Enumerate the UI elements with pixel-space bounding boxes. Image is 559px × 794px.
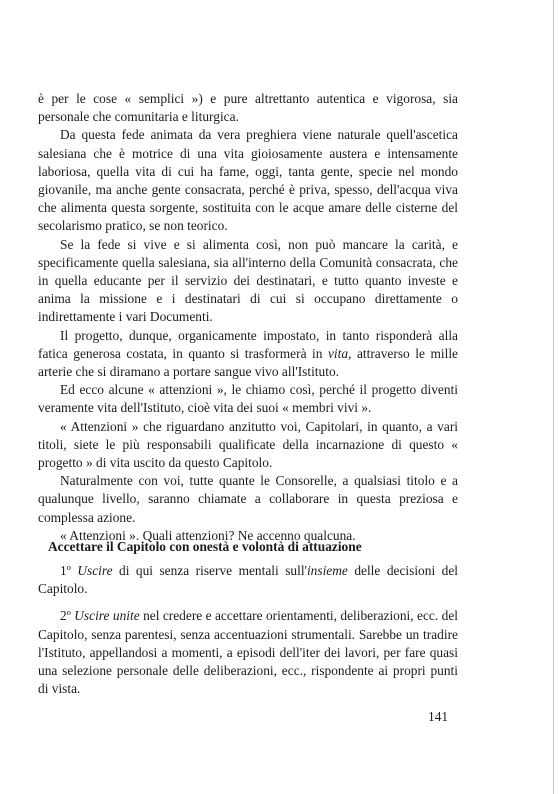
section-paragraph-2-emphasis: Uscire unite: [74, 608, 140, 624]
paragraph-4: [38, 327, 458, 382]
section-body-text: [38, 562, 458, 698]
body-text: [38, 90, 458, 545]
paragraph-4-text-a: Il progetto, dunque, organicamente impostato, in tanto risponderà alla fatica generosa costata, in quanto si trasformerà in: [38, 327, 458, 361]
section-paragraph-2-number: 2º: [60, 608, 75, 624]
section-paragraph-1-emphasis-b: insieme: [306, 563, 348, 578]
page-number: 141: [428, 709, 449, 724]
paragraph-2: Da questa fede animata da vera preghiera viene naturale quell'ascetica salesiana che è motrice di una vita gioiosamente austera e intensamente laboriosa, quella vita di cui ha fame, oggi, tanta gente, specie nel mondo giovanile, ma anche gente consacrata, perché è priva, spesso, dell'acqua viva che alimenta questa sorgente, sostituita con le acque amare delle cisterne del secolarismo pratico, se non teorico.: [38, 127, 458, 234]
section-paragraph-1-emphasis-a: Uscire: [77, 563, 113, 578]
section-paragraph-1-text-a: di qui senza riserve mentali sull': [112, 563, 307, 578]
paragraph-4-text-b: attraverso le mille arterie che si diramano a portare sangue vivo all'Istituto.: [38, 345, 458, 380]
section-paragraph-2-text: nel credere e accettare orientamenti, deliberazioni, ecc. del Capitolo, senza parentesi, senza accentuazioni strumentali. Sarebbe un tradire l'Istituto, appellandosi a momenti, a episodi dell'iter dei lavori, per fare quasi una selezione personale delle deliberazioni, ecc., rispondente ai propri punti di vista.: [38, 608, 458, 697]
paragraph-4-emphasis: vita,: [327, 345, 352, 361]
section-paragraph-1-text-b: delle decisioni del Capitolo.: [38, 563, 458, 597]
paragraph-1: è per le cose « semplici ») e pure altrettanto autentica e vigorosa, sia personale che comunitaria e liturgica.: [38, 91, 458, 125]
paragraph-7: Naturalmente con voi, tutte quante le Consorelle, a qualsiasi titolo e a qualunque livello, saranno chiamate a collaborare in questa preziosa e complessa azione.: [38, 473, 458, 525]
paragraph-6: « Attenzioni » che riguardano anzitutto voi, Capitolari, in quanto, a vari titoli, siete le più responsabili qualificate della incarnazione di questo « progetto » di vita uscito da questo Capitolo.: [38, 418, 458, 471]
paragraph-5: Ed ecco alcune « attenzioni », le chiamo così, perché il progetto diventi veramente vita dell'Istituto, cioè vita dei suoi « membri vivi ».: [38, 382, 458, 416]
section-heading: Accettare il Capitolo con onestà e volontà di attuazione: [48, 539, 362, 554]
paragraph-3: Se la fede si vive e si alimenta così, non può mancare la carità, e specificamente quella salesiana, sia all'interno della Comunità consacrata, che in quella educante per il servizio dei destinatari, e tutto quanto investe e anima la missione e i destinatari di cui si occupano direttamente o indirettamente i vari Documenti.: [38, 236, 458, 325]
section-paragraph-1-number: 1º: [60, 563, 78, 578]
page-edge-line: [553, 0, 554, 794]
section-paragraph-1: [38, 562, 458, 598]
section-paragraph-2: [38, 607, 458, 698]
paragraph-8: « Attenzioni ». Quali attenzioni? Ne accenno qualcuna.: [60, 527, 356, 543]
